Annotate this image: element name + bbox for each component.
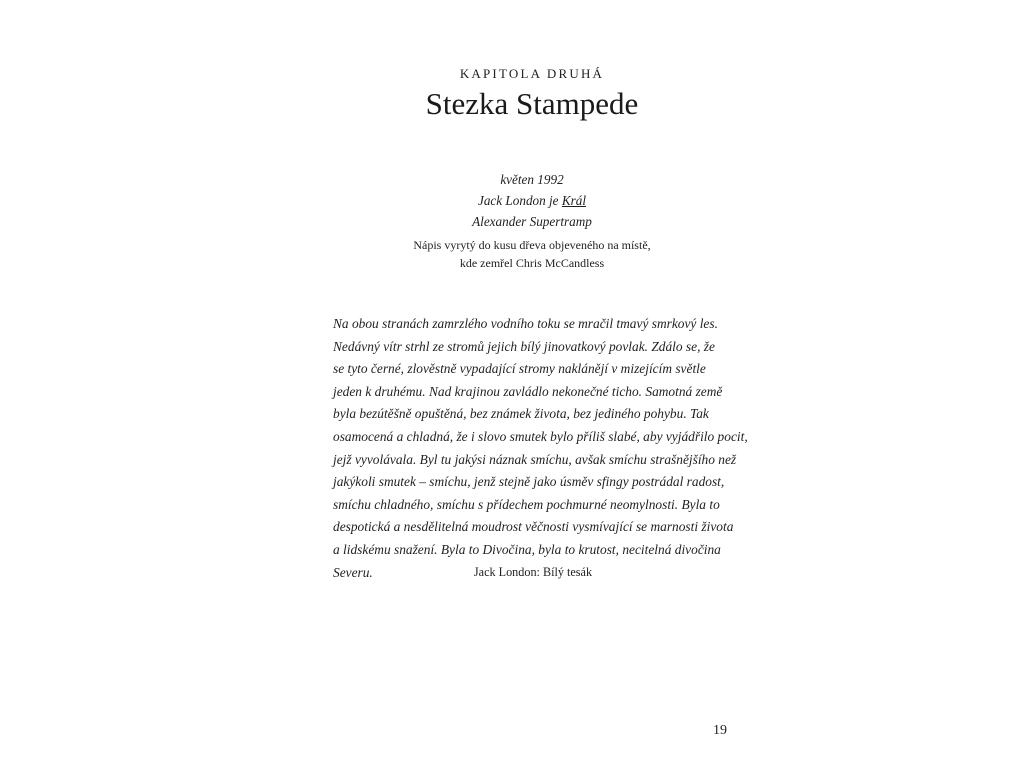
caption-line: kde zemřel Chris McCandless — [459, 256, 605, 270]
quote-source: Jack London: Bílý tesák — [473, 565, 593, 579]
inscription-line-text: Jack London je — [477, 193, 562, 208]
epigraph-inscription — [0, 169, 1024, 232]
caption-line: Nápis vyrytý do kusu dřeva objeveného na místě, — [413, 238, 651, 252]
quote-line: despotická a nesdělitelná moudrost věčnosti vysmívající se marnosti života — [333, 519, 734, 535]
epigraph-quote — [333, 313, 748, 584]
quote-line: osamocená a chladná, že i slovo smutek bylo příliš slabé, aby vyjádřilo pocit, — [333, 428, 748, 444]
inscription-signature: Alexander Supertramp — [472, 214, 592, 229]
inscription-underlined-word: Král — [561, 193, 587, 208]
quote-line: smíchu chladného, smíchu s přídechem pochmurné neomylnosti. Byla to — [333, 496, 720, 512]
quote-line: jejž vyvolávala. Byl tu jakýsi náznak smíchu, avšak smíchu strašnějšího než — [333, 451, 737, 467]
chapter-title: Stezka Stampede — [425, 86, 639, 121]
epigraph-caption — [0, 236, 1024, 272]
inscription-date: květen 1992 — [500, 172, 564, 187]
page-number: 19 — [713, 723, 727, 738]
quote-line: byla bezútěšně opuštěná, bez známek života, bez jediného pohybu. Tak — [333, 406, 709, 422]
quote-line: se tyto černé, zlověstně vypadající stromy naklánějí v mizejícím světle — [333, 361, 706, 377]
quote-line: jakýkoli smutek – smíchu, jenž stejně jako úsměv sfingy postrádal radost, — [333, 474, 725, 490]
quote-line: Nedávný vítr strhl ze stromů jejich bílý jinovatkový povlak. Zdálo se, že — [333, 338, 715, 354]
quote-line: jeden k druhému. Nad krajinou zavládlo nekonečné ticho. Samotná země — [333, 383, 723, 399]
quote-line: a lidskému snažení. Byla to Divočina, byla to krutost, necitelná divočina — [333, 541, 721, 557]
chapter-label: KAPITOLA DRUHÁ — [459, 66, 605, 81]
quote-line: Na obou stranách zamrzlého vodního toku se mračil tmavý smrkový les. — [333, 316, 718, 331]
inscription-line — [0, 190, 1024, 211]
quote-line: Severu. — [333, 564, 373, 580]
